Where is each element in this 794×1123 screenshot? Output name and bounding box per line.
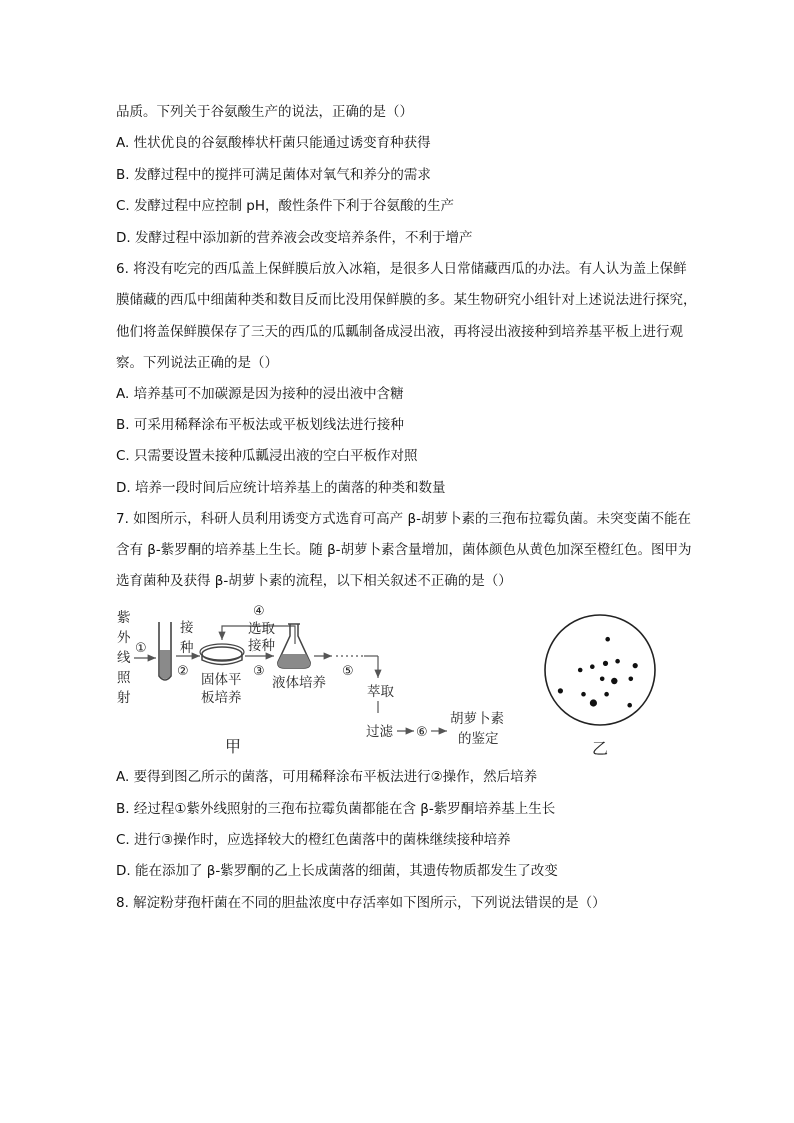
q6-option-c: C. 只需要设置未接种瓜瓤浸出液的空白平板作对照 <box>116 448 418 464</box>
q7-option-c: C. 进行③操作时，应选择较大的橙红色菌落中的菌株继续接种培养 <box>116 832 511 848</box>
q6-stem-line-2: 膜储藏的西瓜中细菌种类和数目反而比没用保鲜膜的多。某生物研究小组针对上述说法进行探究， <box>116 292 697 308</box>
colony-dot <box>600 677 605 682</box>
q7-option-d: D. 能在添加了 β-紫罗酮的乙上长成菌落的细菌，其遗传物质都发生了改变 <box>116 863 558 879</box>
colony-dot <box>627 703 632 708</box>
inoculate-char-2: 种 <box>180 640 194 656</box>
step-5-label: ⑤ <box>342 664 354 679</box>
q5-stem-tail: 品质。下列关于谷氨酸生产的说法，正确的是（） <box>116 104 413 120</box>
colony-dot <box>578 668 583 673</box>
step-1-label: ① <box>135 641 147 656</box>
filter-label: 过滤 <box>366 724 393 740</box>
identify-line-2: 的鉴定 <box>458 731 499 747</box>
select-inoculate-line-2: 接种 <box>248 638 275 654</box>
step-6-label: ⑥ <box>416 725 428 740</box>
plate-outline <box>545 615 655 725</box>
colony-dot <box>603 661 608 666</box>
q6-stem-line-3: 他们将盖保鲜膜保存了三天的西瓜的瓜瓤制备成浸出液，再将浸出液接种到培养基平板上进行观 <box>116 324 683 340</box>
uv-label <box>117 609 131 706</box>
q7-figure <box>112 598 672 758</box>
colony-dot <box>615 659 620 664</box>
colony-plate <box>545 615 655 725</box>
step-3-label: ③ <box>253 664 265 679</box>
extract-label: 萃取 <box>367 684 394 700</box>
q6-stem-line-4: 察。下列说法正确的是（） <box>116 355 278 371</box>
q7-stem-line-1: 7. 如图所示，科研人员利用诱变方式选育可高产 β-胡萝卜素的三孢布拉霉负菌。未突变菌不能在 <box>116 511 691 527</box>
petri-dish-icon <box>200 644 244 665</box>
colony-dot <box>558 688 563 693</box>
test-tube-icon <box>159 622 171 680</box>
q5-option-b: B. 发酵过程中的搅拌可满足菌体对氧气和养分的需求 <box>116 167 431 183</box>
inoculate-char-1: 接 <box>180 620 194 636</box>
uv-char-1: 紫 <box>117 610 131 626</box>
q8-stem: 8. 解淀粉芽孢杆菌在不同的胆盐浓度中存活率如下图所示，下列说法错误的是（） <box>116 895 606 911</box>
q5-option-d: D. 发酵过程中添加新的营养液会改变培养条件，不利于增产 <box>116 230 473 246</box>
uv-char-5: 射 <box>117 690 131 706</box>
identify-line-1: 胡萝卜素 <box>450 711 504 727</box>
uv-char-4: 照 <box>117 670 131 686</box>
q5-option-c: C. 发酵过程中应控制 pH，酸性条件下利于谷氨酸的生产 <box>116 198 455 214</box>
step-4-label: ④ <box>253 604 265 619</box>
liquid-culture-label: 液体培养 <box>272 675 326 691</box>
colony-dot <box>605 637 610 642</box>
solid-culture-line-1: 固体平 <box>201 672 242 688</box>
q7-stem-line-2: 含有 β-紫罗酮的培养基上生长。随 β-胡萝卜素含量增加，菌体颜色从黄色加深至橙红色。图甲为 <box>116 542 692 558</box>
caption-yi: 乙 <box>592 739 609 758</box>
colony-dot <box>629 677 634 682</box>
colony-dot <box>581 692 586 697</box>
colony-dot <box>604 692 609 697</box>
q7-stem-line-3: 选育菌种及获得 β-胡萝卜素的流程，以下相关叙述不正确的是（） <box>116 573 512 589</box>
q6-option-d: D. 培养一段时间后应统计培养基上的菌落的种类和数量 <box>116 480 446 496</box>
q5-option-a: A. 性状优良的谷氨酸棒状杆菌只能通过诱变育种获得 <box>116 135 431 151</box>
uv-char-2: 外 <box>117 630 131 646</box>
step-2-label: ② <box>177 664 189 679</box>
q6-option-a: A. 培养基可不加碳源是因为接种的浸出液中含糖 <box>116 386 404 402</box>
uv-char-3: 线 <box>117 650 131 666</box>
solid-culture-line-2: 板培养 <box>201 690 242 706</box>
q7-option-a: A. 要得到图乙所示的菌落，可用稀释涂布平板法进行②操作，然后培养 <box>116 769 538 785</box>
select-inoculate-line-1: 选取 <box>248 621 275 637</box>
colony-dot <box>590 699 597 706</box>
colony-dot <box>611 678 617 684</box>
q6-option-b: B. 可采用稀释涂布平板法或平板划线法进行接种 <box>116 417 404 433</box>
q6-stem-line-1: 6. 将没有吃完的西瓜盖上保鲜膜后放入冰箱，是很多人日常储藏西瓜的办法。有人认为盖上保鲜 <box>116 261 687 277</box>
q7-option-b: B. 经过程①紫外线照射的三孢布拉霉负菌都能在含 β-紫罗酮培养基上生长 <box>116 801 556 817</box>
colony-dot <box>590 664 595 669</box>
colony-dot <box>633 663 638 668</box>
caption-jia: 甲 <box>225 737 242 756</box>
flask-icon <box>278 624 310 668</box>
